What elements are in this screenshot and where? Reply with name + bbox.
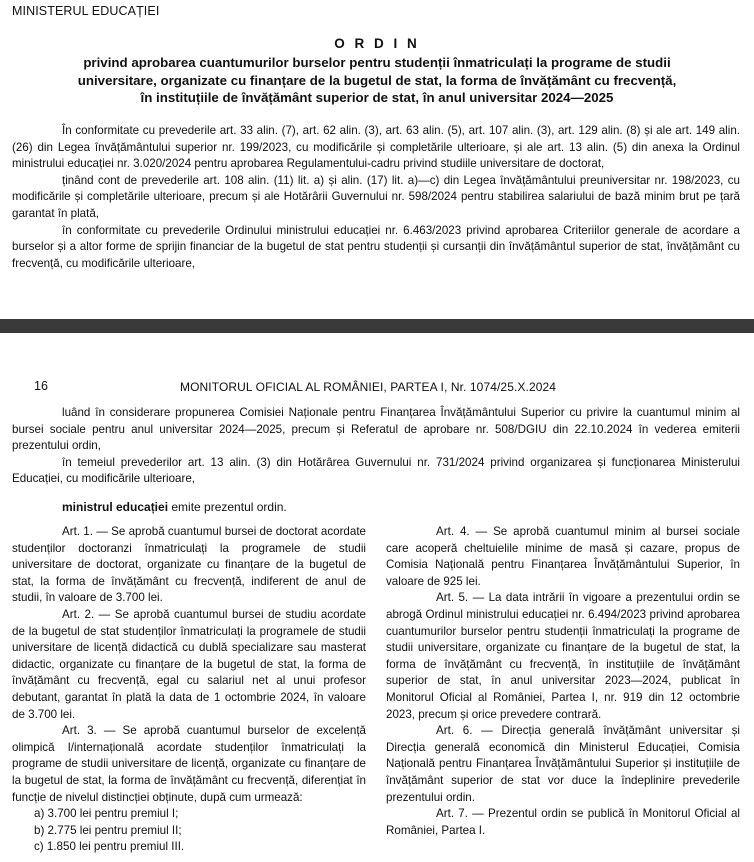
issuer-name: ministrul educației [62, 500, 169, 514]
article-3: Art. 3. — Se aprobă cuantumul burselor de excelență olimpică I/internațională acordate studenților înmatriculați la programe de studii universitare de licență, organizate cu finanțare de la bugetul de stat, la forma de învățământ cu frecvență, diferențiat în funcție de nivelul distincției obținute, după cum urmează: [12, 724, 366, 804]
article-2: Art. 2. — Se aprobă cuantumul bursei de studiu acordate de la bugetul de stat studenților înmatriculați la programele de studii universitare de licență didactică cu dublă specializare sau masterat didactic, organizate cu finanțare de la bugetul de stat, la forma de învățământ cu frecvență, egal cu salariul net al unui profesor debutant, garantat în plată la data de 1 octombrie 2024, în valoare de 3.700 lei. [12, 607, 366, 721]
document-subtitle [10, 54, 744, 107]
preamble-section [12, 123, 740, 272]
issuer-text: emite prezentul ordin. [168, 500, 287, 514]
subtitle-line: privind aprobarea cuantumurilor burselor pentru studenții înmatriculați la programe de studii [83, 55, 671, 70]
articles-left-column [12, 524, 366, 856]
list-item: c) 1.850 lei pentru premiul III. [34, 840, 185, 854]
article-5: Art. 5. — La data intrării în vigoare a prezentului ordin se abrogă Ordinul ministrului educației nr. 6.494/2023 privind aprobarea cuantumurilor burselor pentru studenții înmatriculați la programe de studii universitare, organizate cu finanțare de la bugetul de stat, la forma de învățământ cu frecvență, în instituțiile de învățământ superior de stat, în anul universitar 2023—2024, publicat în Monitorul Oficial al României, Partea I, nr. 919 din 12 octombrie 2023, precum și orice prevedere contrară. [386, 591, 740, 721]
article-6: Art. 6. — Direcția generală învățământ universitar și Direcția generală economică din Ministerul Educației, Comisia Națională pentru Finanțarea Învățământului Superior și instituțiile de învățământ superior de stat vor duce la îndeplinire prevederile prezentului ordin. [386, 724, 740, 804]
list-item: a) 3.700 lei pentru premiul I; [34, 807, 179, 821]
article-1: Art. 1. — Se aprobă cuantumul bursei de doctorat acordate studenților doctoranzi înmatriculați la programele de studii universitare de doctorat, organizate cu finanțare de la bugetul de stat, la forma de învățământ cu frecvență, indiferent de anul de studii, în valoare de 3.700 lei. [12, 525, 366, 605]
preamble-section-continued [12, 405, 740, 488]
preamble-paragraph: luând în considerare propunerea Comisiei Naționale pentru Finanțarea Învățământului Superior cu privire la cuantumul minim al bursei sociale pentru anul universitar 2024—2025, precum și Referatul de aprobare nr. 508/DGIU din 22.10.2024 în vederea emiterii prezentului ordin, [12, 406, 740, 453]
document-title: O R D I N [334, 36, 420, 51]
issuer-statement [62, 500, 287, 514]
preamble-paragraph: În conformitate cu prevederile art. 33 alin. (7), art. 62 alin. (3), art. 63 alin. (5), art. 107 alin. (3), art. 129 alin. (8) și ale art. 149 alin. (26) din Legea învățământului superior nr. 199/2023, cu modificările și completările ulterioare, și ale art. 13 alin. (5) din anexa la Ordinul ministrului educației nr. 3.020/2024 pentru aprobarea Regulamentului-cadru privind studiile universitare de doctorat, [12, 124, 740, 171]
subtitle-line: universitare, organizate cu finanțare de la bugetul de stat, la forma de învățământ cu frecvență, [77, 72, 677, 88]
ministry-name: MINISTERUL EDUCAȚIEI [12, 4, 160, 18]
preamble-paragraph: în temeiul prevederilor art. 13 alin. (3) din Hotărârea Guvernului nr. 731/2024 privind organizarea și funcționarea Ministerului Educației, cu modificările ulterioare, [12, 455, 740, 486]
article-7: Art. 7. — Prezentul ordin se publică în Monitorul Oficial al României, Partea I. [386, 807, 740, 837]
journal-header: MONITORUL OFICIAL AL ROMÂNIEI, PARTEA I, Nr. 1074/25.X.2024 [180, 380, 557, 394]
subtitle-line: în instituțiile de învățământ superior de stat, în anul universitar 2024—2025 [140, 90, 614, 105]
articles-right-column [386, 524, 740, 839]
preamble-paragraph: în conformitate cu prevederile Ordinului ministrului educației nr. 6.463/2023 privind aprobarea Criteriilor generale de acordare a burselor și a altor forme de sprijin financiar de la bugetul de stat pentru studenții și cursanții din învățământul superior de stat, învățământ cu frecvență, cu modificările ulterioare, [12, 223, 740, 270]
page-separator [0, 319, 754, 333]
page-number: 16 [34, 379, 48, 393]
article-4: Art. 4. — Se aprobă cuantumul minim al bursei sociale care acoperă cheltuielile minime de masă și cazare, propus de Comisia Națională pentru Finanțarea Învățământului Superior, în valoare de 925 lei. [386, 525, 740, 588]
list-item: b) 2.775 lei pentru premiul II; [34, 823, 182, 837]
preamble-paragraph: ținând cont de prevederile art. 108 alin. (11) lit. a) și alin. (17) lit. a)—c) din Legea învățământului preuniversitar nr. 198/2023, cu modificările și completările ulterioare, precum și ale Hotărârii Guvernului nr. 598/2024 pentru stabilirea salariului de bază minim brut pe țară garantat în plată, [12, 173, 740, 220]
